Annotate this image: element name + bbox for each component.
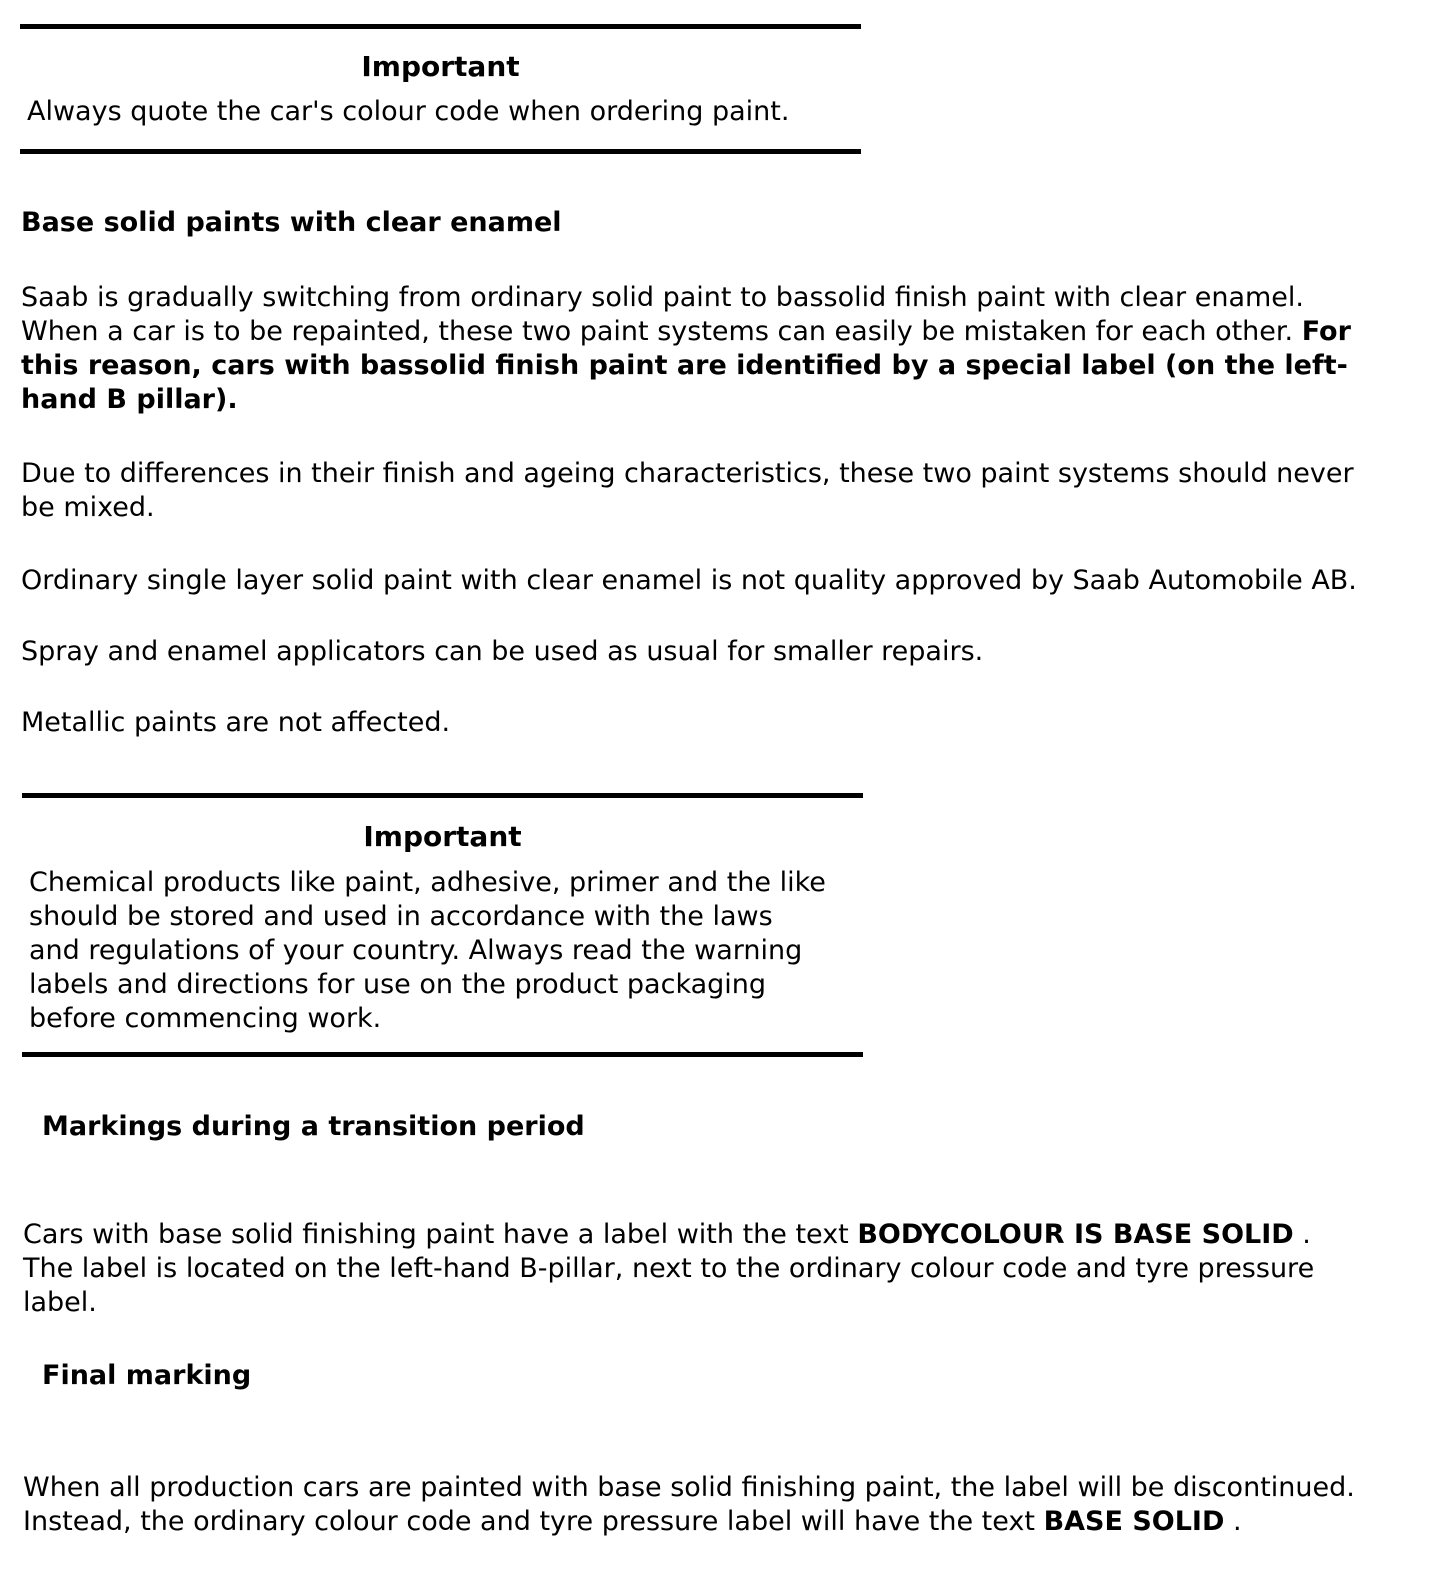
note-title: Important (363, 820, 522, 853)
paragraph-line (23, 1218, 1314, 1252)
paragraph-bold-text: BASE SOLID (1043, 1506, 1225, 1537)
note-top-rule (20, 24, 861, 29)
paragraph-bold-text: this reason, cars with bassolid finish paint are identified by a special label (on the left- (21, 350, 1348, 381)
paragraph-line: The label is located on the left-hand B-pillar, next to the ordinary colour code and tyre pressure (23, 1253, 1315, 1284)
paragraph-line: When all production cars are painted with base solid finishing paint, the label will be discontinued. (23, 1472, 1355, 1503)
paragraph-line: label. (23, 1287, 97, 1318)
paragraph-bold-text: hand B pillar). (21, 384, 238, 415)
note-text: Always quote the car's colour code when ordering paint. (27, 96, 790, 127)
paragraph (21, 281, 1351, 417)
paragraph (23, 1218, 1314, 1320)
paragraph-line: be mixed. (21, 492, 155, 523)
section-heading: Base solid paints with clear enamel (21, 207, 562, 238)
paragraph-line: Saab is gradually switching from ordinary solid paint to bassolid finish paint with clear enamel. (21, 282, 1304, 313)
note-text-line: labels and directions for use on the product packaging (29, 969, 767, 1000)
paragraph-line (21, 383, 1351, 417)
note-text-line: should be stored and used in accordance with the laws (29, 901, 773, 932)
note-bottom-rule (22, 1052, 863, 1057)
note-text-line: and regulations of your country. Always read the warning (29, 935, 803, 966)
paragraph (23, 1471, 1355, 1539)
paragraph-line: Due to differences in their finish and ageing characteristics, these two paint systems should never (21, 458, 1354, 489)
note-text-line: before commencing work. (29, 1003, 382, 1034)
section-heading: Markings during a transition period (42, 1111, 585, 1142)
note-bottom-rule (20, 149, 861, 154)
paragraph-line (21, 349, 1351, 383)
paragraph-text: Instead, the ordinary colour code and tyre pressure label will have the text (23, 1506, 1044, 1537)
paragraph-bold-text: BODYCOLOUR IS BASE SOLID (857, 1219, 1294, 1250)
paragraph-bold-text: For (1301, 316, 1351, 347)
paragraph: Spray and enamel applicators can be used as usual for smaller repairs. (21, 636, 984, 667)
paragraph-text: Cars with base solid finishing paint have a label with the text (23, 1219, 858, 1250)
paragraph-line (21, 315, 1351, 349)
note-title: Important (361, 50, 520, 83)
note-top-rule (22, 793, 863, 798)
paragraph: Ordinary single layer solid paint with clear enamel is not quality approved by Saab Automobile AB. (21, 565, 1357, 596)
note-text (29, 866, 826, 1036)
paragraph-text: . (1293, 1219, 1311, 1250)
section-heading: Final marking (42, 1360, 252, 1391)
note-text-line: Chemical products like paint, adhesive, primer and the like (29, 867, 826, 898)
paragraph-line (23, 1505, 1355, 1539)
paragraph (21, 457, 1354, 525)
paragraph-text: When a car is to be repainted, these two paint systems can easily be mistaken for each other. (21, 316, 1302, 347)
paragraph-text: . (1224, 1506, 1242, 1537)
paragraph: Metallic paints are not affected. (21, 707, 451, 738)
